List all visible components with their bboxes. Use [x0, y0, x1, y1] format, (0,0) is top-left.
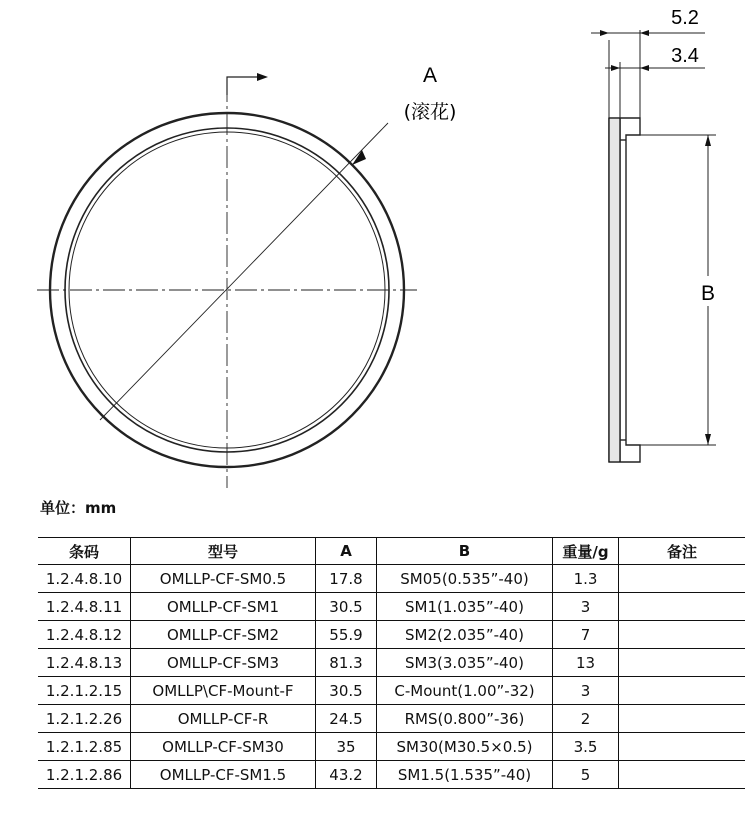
cell-remarks — [619, 649, 746, 677]
cell-b: SM1(1.035”-40) — [377, 593, 553, 621]
thickness-dimensions — [591, 30, 705, 118]
cell-remarks — [619, 733, 746, 761]
dim-outer-thickness: 5.2 — [671, 7, 699, 29]
cell-a: 17.8 — [316, 565, 377, 593]
table-row — [38, 761, 745, 789]
table-row — [38, 649, 745, 677]
cell-model: OMLLP-CF-SM0.5 — [131, 565, 316, 593]
cell-model: OMLLP-CF-SM3 — [131, 649, 316, 677]
label-a-note: (滚花) — [403, 101, 457, 123]
cell-barcode: 1.2.4.8.12 — [38, 621, 131, 649]
cell-weight: 1.3 — [553, 565, 619, 593]
cell-a: 55.9 — [316, 621, 377, 649]
front-view — [37, 77, 417, 488]
table-row — [38, 621, 745, 649]
cell-weight: 3 — [553, 593, 619, 621]
cell-model: OMLLP-CF-SM30 — [131, 733, 316, 761]
cell-b: RMS(0.800”-36) — [377, 705, 553, 733]
diameter-leader-line — [100, 123, 388, 420]
cell-weight: 3 — [553, 677, 619, 705]
cell-model: OMLLP-CF-R — [131, 705, 316, 733]
cell-barcode: 1.2.4.8.13 — [38, 649, 131, 677]
table-row — [38, 565, 745, 593]
cell-model: OMLLP-CF-SM1 — [131, 593, 316, 621]
header-barcode: 条码 — [38, 538, 131, 565]
cell-a: 43.2 — [316, 761, 377, 789]
section-arrow-line — [227, 77, 262, 95]
table-row — [38, 733, 745, 761]
cell-b: SM30(M30.5×0.5) — [377, 733, 553, 761]
cell-remarks — [619, 761, 746, 789]
cell-remarks — [619, 565, 746, 593]
label-b: B — [700, 282, 716, 305]
cell-barcode: 1.2.1.2.15 — [38, 677, 131, 705]
cell-b: SM05(0.535”-40) — [377, 565, 553, 593]
cell-remarks — [619, 593, 746, 621]
section-arrow-head — [257, 73, 268, 81]
cell-model: OMLLP\CF-Mount-F — [131, 677, 316, 705]
header-b: B — [377, 538, 553, 565]
cell-a: 30.5 — [316, 593, 377, 621]
cell-weight: 2 — [553, 705, 619, 733]
side-hatch-band — [610, 119, 620, 461]
cell-weight: 13 — [553, 649, 619, 677]
cell-a: 24.5 — [316, 705, 377, 733]
cell-barcode: 1.2.4.8.11 — [38, 593, 131, 621]
cell-a: 81.3 — [316, 649, 377, 677]
unit-label: 单位：mm — [40, 499, 117, 517]
cell-weight: 7 — [553, 621, 619, 649]
cell-b: SM3(3.035”-40) — [377, 649, 553, 677]
label-a: A — [422, 64, 438, 87]
cell-b: SM1.5(1.535”-40) — [377, 761, 553, 789]
cell-a: 30.5 — [316, 677, 377, 705]
cell-barcode: 1.2.1.2.86 — [38, 761, 131, 789]
cell-remarks — [619, 705, 746, 733]
cell-barcode: 1.2.4.8.10 — [38, 565, 131, 593]
header-model: 型号 — [131, 538, 316, 565]
table-row — [38, 705, 745, 733]
cell-weight: 3.5 — [553, 733, 619, 761]
header-a: A — [316, 538, 377, 565]
cell-weight: 5 — [553, 761, 619, 789]
table-header-row — [38, 538, 745, 565]
dim-inner-thickness: 3.4 — [671, 45, 699, 67]
cell-model: OMLLP-CF-SM1.5 — [131, 761, 316, 789]
cell-remarks — [619, 677, 746, 705]
table-row — [38, 677, 745, 705]
header-weight: 重量/g — [553, 538, 619, 565]
header-remarks: 备注 — [619, 538, 746, 565]
cell-barcode: 1.2.1.2.26 — [38, 705, 131, 733]
table-row — [38, 593, 745, 621]
cell-barcode: 1.2.1.2.85 — [38, 733, 131, 761]
cell-a: 35 — [316, 733, 377, 761]
cell-b: SM2(2.035”-40) — [377, 621, 553, 649]
cell-remarks — [619, 621, 746, 649]
cell-b: C-Mount(1.00”-32) — [377, 677, 553, 705]
spec-table — [38, 537, 745, 789]
cell-model: OMLLP-CF-SM2 — [131, 621, 316, 649]
